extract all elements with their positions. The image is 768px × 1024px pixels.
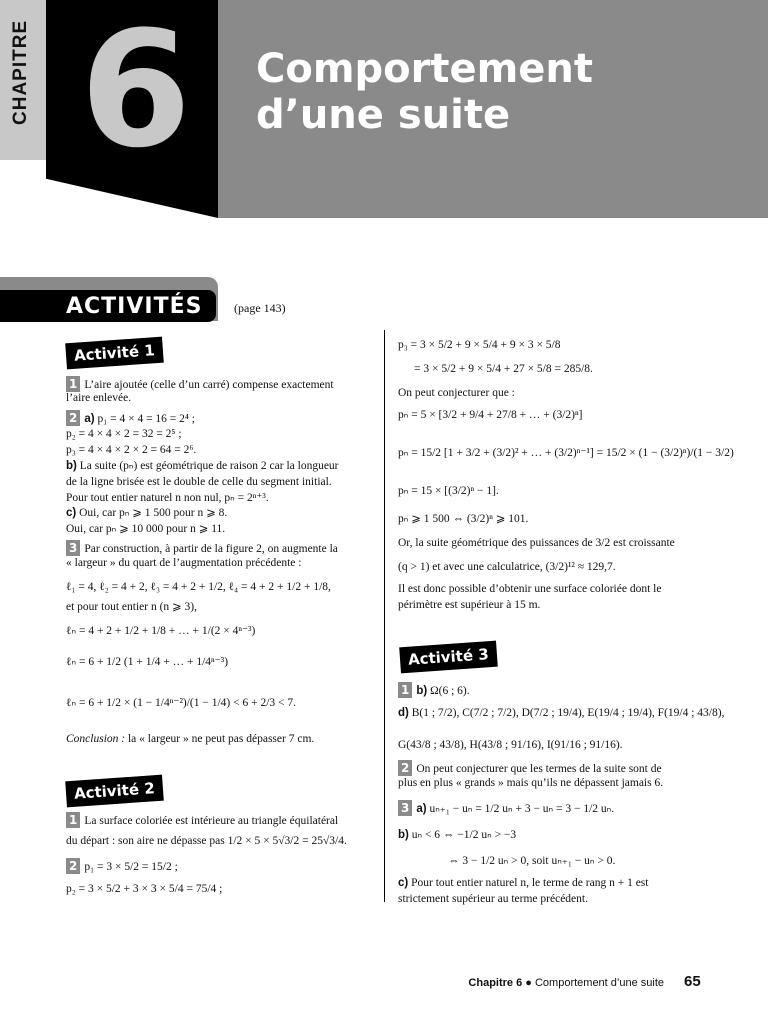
- a3-b-line: [398, 682, 470, 700]
- a1-c2: Oui, car pₙ ⩾ 10 000 pour n ⩾ 11.: [66, 523, 226, 535]
- r6: pₙ = 15 × [(3/2)ⁿ − 1].: [398, 485, 499, 497]
- r4: pₙ = 5 × [3/2 + 9/4 + 27/8 + … + (3/2)ⁿ]: [398, 409, 583, 421]
- activite2-badge-wrap: [66, 778, 163, 804]
- page-number: 65: [684, 973, 701, 990]
- q1-marker: 1: [66, 376, 80, 392]
- a3-d1-text: B(1 ; 7/2), C(7/2 ; 7/2), D(7/2 ; 19/4), E(19/4 ; 19/4), F(19/4 ; 43/8),: [411, 707, 725, 719]
- a1-q3b: « largeur » du quart de l’augmentation précédente :: [66, 557, 302, 569]
- q1-marker: 1: [398, 682, 412, 698]
- r8: Or, la suite géométrique des puissances de 3/2 est croissante: [398, 537, 675, 549]
- activite3-badge: Activité 3: [399, 641, 497, 674]
- a1-q1b: l’aire enlevée.: [66, 392, 132, 404]
- a1-q3f: ℓₙ = 6 + 1/2 (1 + 1/4 + … + 1/4ⁿ⁻³): [66, 656, 229, 668]
- a1-q3a-line: [66, 540, 338, 558]
- a3-q3b-text: uₙ < 6 ⇔ −1/2 uₙ > −3: [411, 829, 517, 841]
- conclusion-label: Conclusion :: [66, 733, 126, 745]
- a3-b-text: Ω(6 ; 6).: [430, 685, 470, 697]
- r7: pₙ ⩾ 1 500 ⇔ (3/2)ⁿ ⩾ 101.: [398, 513, 529, 525]
- a3-q3a-text: uₙ₊₁ − uₙ = 1/2 uₙ + 3 − uₙ = 3 − 1/2 uₙ.: [429, 803, 615, 815]
- activite1-badge-wrap: [66, 340, 163, 366]
- a2-q1a-text: La surface coloriée est intérieure au triangle équilatéral: [84, 815, 339, 827]
- a1-b1-text: La suite (pₙ) est géométrique de raison 2 car la longueur: [79, 460, 339, 472]
- a2-q2a-text: p₁ = 3 × 5/2 = 15/2 ;: [84, 861, 178, 873]
- section-label: ACTIVITÉS: [66, 294, 203, 319]
- page-reference: (page 143): [234, 301, 286, 315]
- chapter-title-line1: Comportement: [256, 46, 594, 92]
- chapter-tab: [0, 0, 46, 160]
- column-divider: [384, 330, 385, 902]
- a1-c1-text: Oui, car pₙ ⩾ 1 500 pour n ⩾ 8.: [79, 507, 228, 519]
- a3-q3d1-line: [398, 876, 648, 892]
- chapter-title: [256, 46, 593, 138]
- q3-marker: 3: [66, 540, 80, 556]
- a1-conclusion: [66, 732, 314, 748]
- a1-q3d: et pour tout entier n (n ⩾ 3),: [66, 601, 197, 613]
- b-marker: b): [398, 829, 409, 841]
- q3-marker: 3: [398, 800, 412, 816]
- a1-q1-text: L’aire ajoutée (celle d’un carré) compense exactement: [84, 379, 334, 391]
- a1-q3c: ℓ₁ = 4, ℓ₂ = 4 + 2, ℓ₃ = 4 + 2 + 1/2, ℓ₄ = 4 + 2 + 1/2 + 1/8,: [66, 581, 331, 593]
- a3-q3b-line: [398, 828, 516, 844]
- a1-c1-line: [66, 506, 227, 522]
- r1: p₃ = 3 × 5/2 + 9 × 5/4 + 9 × 3 × 5/8: [398, 339, 561, 351]
- a1-b3: Pour tout entier naturel n non nul, pₙ = 2ⁿ⁺³.: [66, 492, 269, 504]
- r10: Il est donc possible d’obtenir une surface coloriée dont le: [398, 583, 662, 595]
- b-marker: b): [416, 685, 428, 697]
- activite2-badge: Activité 2: [65, 775, 163, 808]
- activite3-badge-wrap: [400, 644, 497, 670]
- r3: On peut conjecturer que :: [398, 387, 515, 399]
- a2-q1b: du départ : son aire ne dépasse pas 1/2 × 5 × 5√3/2 = 25√3/4.: [66, 835, 347, 847]
- chapter-title-line2: d’une suite: [256, 92, 511, 138]
- q2-marker: 2: [66, 410, 80, 426]
- r9: (q > 1) et avec une calculatrice, (3/2)¹² ≈ 129,7.: [398, 561, 616, 573]
- a3-q3a-line: [398, 800, 614, 818]
- c-marker: c): [398, 877, 409, 889]
- footer-title: Comportement d’une suite: [534, 977, 664, 989]
- a1-b2: de la ligne brisée est le double de celle du segment initial.: [66, 476, 332, 488]
- a1-q3e: ℓₙ = 4 + 2 + 1/2 + 1/8 + … + 1/(2 × 4ⁿ⁻³): [66, 625, 256, 637]
- q1-marker: 1: [66, 812, 80, 828]
- a3-q3c: ⇔ 3 − 1/2 uₙ > 0, soit uₙ₊₁ − uₙ > 0.: [448, 855, 616, 867]
- conclusion-text: la « largeur » ne peut pas dépasser 7 cm.: [125, 733, 315, 745]
- a3-d2: G(43/8 ; 43/8), H(43/8 ; 91/16), I(91/16 ; 91/16).: [398, 739, 623, 751]
- a3-q2b: plus en plus « grands » mais qu’ils ne dépassent jamais 6.: [398, 777, 664, 789]
- a3-q2a-text: On peut conjecturer que les termes de la suite sont de: [416, 763, 662, 775]
- r5: pₙ = 15/2 [1 + 3/2 + (3/2)² + … + (3/2)ⁿ⁻¹] = 15/2 × (1 − (3/2)ⁿ)/(1 − 3/2): [398, 447, 734, 459]
- a3-q2a-line: [398, 760, 662, 778]
- footer-running-title: Chapitre 6 ● Comportement d’une suite: [468, 977, 664, 989]
- r2: = 3 × 5/2 + 9 × 5/4 + 27 × 5/8 = 285/8.: [414, 363, 593, 375]
- a1-q3a-text: Par construction, à partir de la figure 2, on augmente la: [84, 543, 338, 555]
- a1-q3g: ℓₙ = 6 + 1/2 × (1 − 1/4ⁿ⁻²)/(1 − 1/4) < 6 + 2/3 < 7.: [66, 697, 297, 709]
- footer-chapter: Chapitre 6: [468, 977, 523, 989]
- chapter-number: 6: [80, 0, 192, 183]
- a3-q3d2: strictement supérieur au terme précédent.: [398, 893, 588, 905]
- activite1-badge: Activité 1: [65, 337, 163, 370]
- a2-q2a-line: [66, 858, 178, 876]
- chapter-label: CHAPITRE: [10, 19, 31, 125]
- a1-q2a-text: p₁ = 4 × 4 = 16 = 2⁴ ;: [97, 413, 195, 425]
- a3-d1-line: [398, 706, 724, 722]
- q2-marker: 2: [66, 858, 80, 874]
- r11: périmètre est supérieur à 15 m.: [398, 599, 541, 611]
- a1-q2a-line: [66, 410, 195, 428]
- a1-b1-line: [66, 459, 339, 475]
- a-marker: a): [416, 803, 427, 815]
- a1-q2c: p₃ = 4 × 4 × 2 × 2 = 64 = 2⁶.: [66, 444, 197, 456]
- c-marker: c): [66, 507, 77, 519]
- a2-q2b: p₂ = 3 × 5/2 + 3 × 3 × 5/4 = 75/4 ;: [66, 883, 223, 895]
- a1-q2b: p₂ = 4 × 4 × 2 = 32 = 2⁵ ;: [66, 428, 182, 440]
- b-marker: b): [66, 460, 77, 472]
- a-marker: a): [84, 413, 95, 425]
- d-marker: d): [398, 707, 409, 719]
- q2-marker: 2: [398, 760, 412, 776]
- a2-q1a-line: [66, 812, 338, 830]
- a3-q3d1-text: Pour tout entier naturel n, le terme de rang n + 1 est: [411, 877, 649, 889]
